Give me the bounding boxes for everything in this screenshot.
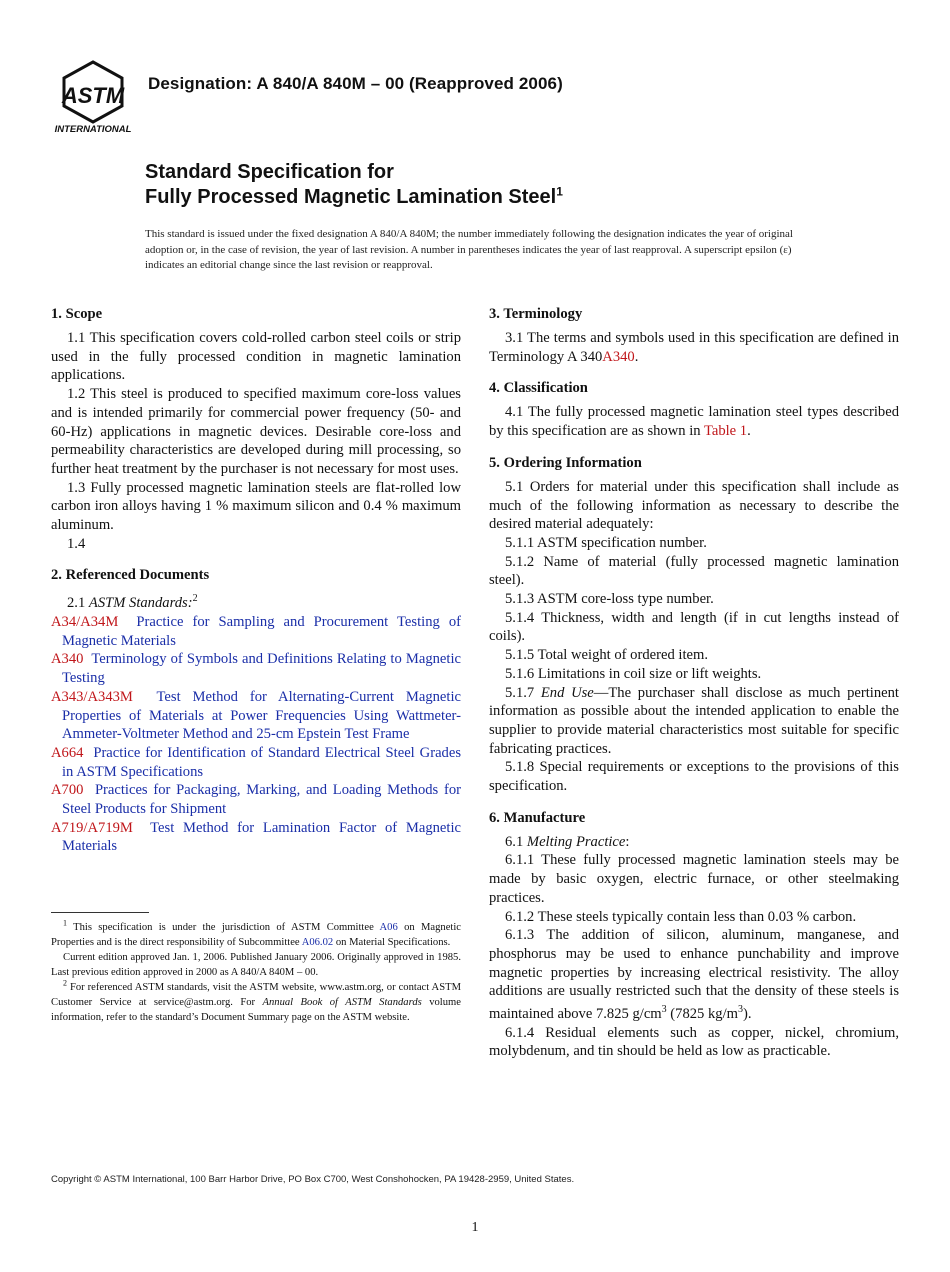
footnotes xyxy=(51,920,461,1025)
end-use-label: End Use xyxy=(540,684,594,701)
reference-title-link[interactable]: Practice for Identification of Standard Electrical Steel Grades in ASTM Specifications xyxy=(62,744,462,780)
section-manufacture xyxy=(489,809,899,1061)
reference-item xyxy=(51,819,461,856)
reference-code-link[interactable]: A340 xyxy=(51,651,84,668)
footnote-1 xyxy=(51,920,461,950)
sub-footnote-mark: 2 xyxy=(192,593,198,605)
footnote-current-edition: Current edition approved Jan. 1, 2006. Published January 2006. Originally approved in 1985. Last previous edition approved in 2000 as A 840/A 840M – 00. xyxy=(51,952,461,978)
logo-text-top: ASTM xyxy=(61,83,125,108)
annual-book-title: Annual Book of ASTM Standards xyxy=(262,997,422,1008)
superscript: 3 xyxy=(738,1004,744,1016)
title-line-1: Standard Specification for xyxy=(145,161,394,183)
designation: Designation: A 840/A 840M – 00 (Reapproved 2006) xyxy=(148,74,563,93)
page-number: 1 xyxy=(471,1220,479,1235)
manufacture-6-1-2: 6.1.2 These steels typically contain less than 0.03 % carbon. xyxy=(505,908,857,925)
ordering-5-1-3: 5.1.3 ASTM core-loss type number. xyxy=(505,591,714,608)
ordering-5-1-8: 5.1.8 Special requirements or exceptions to the provisions of this specification. xyxy=(489,759,899,795)
footnote-text: volume information, refer to the standard’s Document Summary page on the ASTM website. xyxy=(51,997,461,1023)
end-use-text: —The purchaser shall disclose as much pertinent information as possible about the intended application to enable the supplier to provide material characteristics most suitable for specific fabricating practices. xyxy=(489,684,899,757)
footnote-text: on Magnetic Properties and is the direct responsibility of Subcommittee xyxy=(51,922,462,948)
scope-1-1: 1.1 This specification covers cold-rolled carbon steel coils or strip used in the fully processed condition in magnetic lamination applications. xyxy=(51,330,461,384)
terminology-text: 3.1 The terms and symbols used in this specification are defined in Terminology A 340 xyxy=(489,330,899,365)
ordering-5-1-5: 5.1.5 Total weight of ordered item. xyxy=(505,647,708,664)
reference-code-link[interactable]: A719/A719M xyxy=(51,819,133,836)
manufacture-heading: 6. Manufacture xyxy=(489,809,586,826)
classification-end: . xyxy=(747,423,751,440)
footnote-divider xyxy=(51,912,149,913)
reference-item xyxy=(51,744,461,781)
footnote-text: For referenced ASTM standards, visit the ASTM website, www.astm.org, or contact ASTM Customer Service at service@astm.org. For xyxy=(51,982,461,1008)
terminology-3-1 xyxy=(489,329,899,366)
item-number: 6.1 xyxy=(505,833,524,850)
ordering-5-1: 5.1 Orders for material under this specification shall include as much of the following information as necessary to describe the desired material adequately: xyxy=(489,478,899,533)
footnote-2 xyxy=(51,980,461,1025)
density-text-a: 6.1.3 The addition of silicon, aluminum, manganese, and phosphorus may be used to enhance punchability and improve magnetic properties by increasing electrical resistivity. The alloy additions are usually restricted such that the density of these steels is maintained above 7.825 g/cm xyxy=(489,927,899,1022)
ordering-5-1-1: 5.1.1 ASTM specification number. xyxy=(505,534,707,551)
reference-title-link[interactable]: Terminology of Symbols and Definitions Relating to Magnetic Testing xyxy=(62,651,461,687)
ordering-5-1-2: 5.1.2 Name of material (fully processed magnetic lamination steel). xyxy=(489,553,899,589)
reference-code-link[interactable]: A664 xyxy=(51,744,84,761)
copyright-notice: Copyright © ASTM International, 100 Barr Harbor Drive, PO Box C700, West Conshohocken, PA 19428-2959, United States. xyxy=(51,1174,575,1185)
manufacture-6-1-3 xyxy=(489,926,899,1023)
a06-02-link[interactable]: A06.02 xyxy=(301,937,334,948)
reference-title-link[interactable]: Test Method for Alternating-Current Magnetic Properties of Materials at Power Frequencies Using Wattmeter-Ammeter-Voltmeter Method and 25-cm Epstein Test Frame xyxy=(62,688,461,743)
intro-note: This standard is issued under the fixed designation A 840/A 840M; the number immediately following the designation indicates the year of original adoption or, in the case of revision, the year of last revision. A number in parentheses indicates the year of last reapproval. A superscript epsilon (ε) indicates an editorial change since the last revision or reapproval. xyxy=(145,228,793,271)
reference-item xyxy=(51,650,461,687)
footnote-text: This specification is under the jurisdiction of ASTM Committee xyxy=(73,922,380,933)
ordering-5-1-7 xyxy=(489,684,899,759)
reference-item xyxy=(51,688,461,744)
scope-1-4: 1.4 xyxy=(67,535,86,552)
reference-title-link[interactable]: Practices for Packaging, Marking, and Loading Methods for Steel Products for Shipment xyxy=(62,782,461,818)
density-text-c: ). xyxy=(743,1005,752,1022)
terminology-end: . xyxy=(634,348,639,365)
title-line-2-text: Fully Processed Magnetic Lamination Steel xyxy=(145,186,557,208)
scope-heading: 1. Scope xyxy=(51,306,103,322)
scope-1-3: 1.3 Fully processed magnetic lamination steels are flat-rolled low carbon iron alloys having 1 % maximum silicon and 0.4 % maximum aluminum. xyxy=(51,479,461,534)
scope-1-2: 1.2 This steel is produced to specified maximum core-loss values and is intended primarily for commercial power frequency (50- and 60-Hz) applications in magnetic devices. Desirable core-loss and permeability characteristics are developed during mill processing, so further heat treatment by the purchaser is not necessary for most uses. xyxy=(51,386,461,477)
ordering-5-1-4: 5.1.4 Thickness, width and length (if in cut lengths instead of coils). xyxy=(489,609,899,645)
title-line-2 xyxy=(145,185,845,210)
footnote-text: on Material Specifications. xyxy=(333,937,451,948)
section-referenced-documents xyxy=(51,566,461,856)
superscript: 3 xyxy=(661,1004,667,1016)
colon: : xyxy=(625,833,630,850)
reference-code-link[interactable]: A34/A34M xyxy=(51,614,119,630)
density-text-b: (7825 kg/m xyxy=(666,1005,739,1022)
ordering-5-1-6: 5.1.6 Limitations in coil size or lift weights. xyxy=(505,665,762,682)
section-classification xyxy=(489,379,899,440)
section-ordering-information xyxy=(489,454,899,796)
classification-heading: 4. Classification xyxy=(489,380,588,397)
referenced-documents-heading: 2. Referenced Documents xyxy=(51,567,210,584)
a340-link[interactable]: A340 xyxy=(602,348,635,365)
sub-number: 2.1 xyxy=(67,595,86,612)
reference-item xyxy=(51,613,461,650)
astm-logo xyxy=(50,56,136,136)
manufacture-6-1-1: 6.1.1 These fully processed magnetic lamination steels may be made by basic oxygen, electric furnace, or other steelmaking practices. xyxy=(489,852,899,906)
ordering-heading: 5. Ordering Information xyxy=(489,454,642,471)
terminology-heading: 3. Terminology xyxy=(489,306,583,322)
astm-standards-label xyxy=(51,590,461,613)
reference-code-link[interactable]: A700 xyxy=(51,782,84,799)
a06-link[interactable]: A06 xyxy=(379,922,398,933)
sub-label: ASTM Standards: xyxy=(88,595,193,612)
section-terminology xyxy=(489,305,899,366)
footnote-mark: 1 xyxy=(63,918,67,928)
reference-item xyxy=(51,781,461,818)
section-scope xyxy=(51,305,461,553)
classification-text: 4.1 The fully processed magnetic lamination steel types described by this specification are as shown in xyxy=(489,404,899,440)
manufacture-6-1 xyxy=(489,833,899,852)
footnote-mark: 2 xyxy=(63,978,67,988)
title-block xyxy=(145,160,845,210)
title-footnote-mark: 1 xyxy=(556,184,563,199)
classification-4-1 xyxy=(489,403,899,440)
right-column xyxy=(489,305,899,1074)
reference-title-link[interactable]: Test Method for Lamination Factor of Magnetic Materials xyxy=(62,819,461,855)
reference-title-link[interactable]: Practice for Sampling and Procurement Testing of Magnetic Materials xyxy=(62,614,462,649)
melting-practice-label: Melting Practice xyxy=(526,833,626,850)
table-1-link[interactable]: Table 1 xyxy=(703,423,748,440)
item-number: 5.1.7 xyxy=(505,684,535,701)
logo-text-bottom: INTERNATIONAL xyxy=(54,124,132,135)
left-column xyxy=(51,305,461,869)
manufacture-6-1-4: 6.1.4 Residual elements such as copper, nickel, chromium, molybdenum, and tin should be held as low as practicable. xyxy=(489,1024,899,1060)
reference-code-link[interactable]: A343/A343M xyxy=(51,688,133,705)
